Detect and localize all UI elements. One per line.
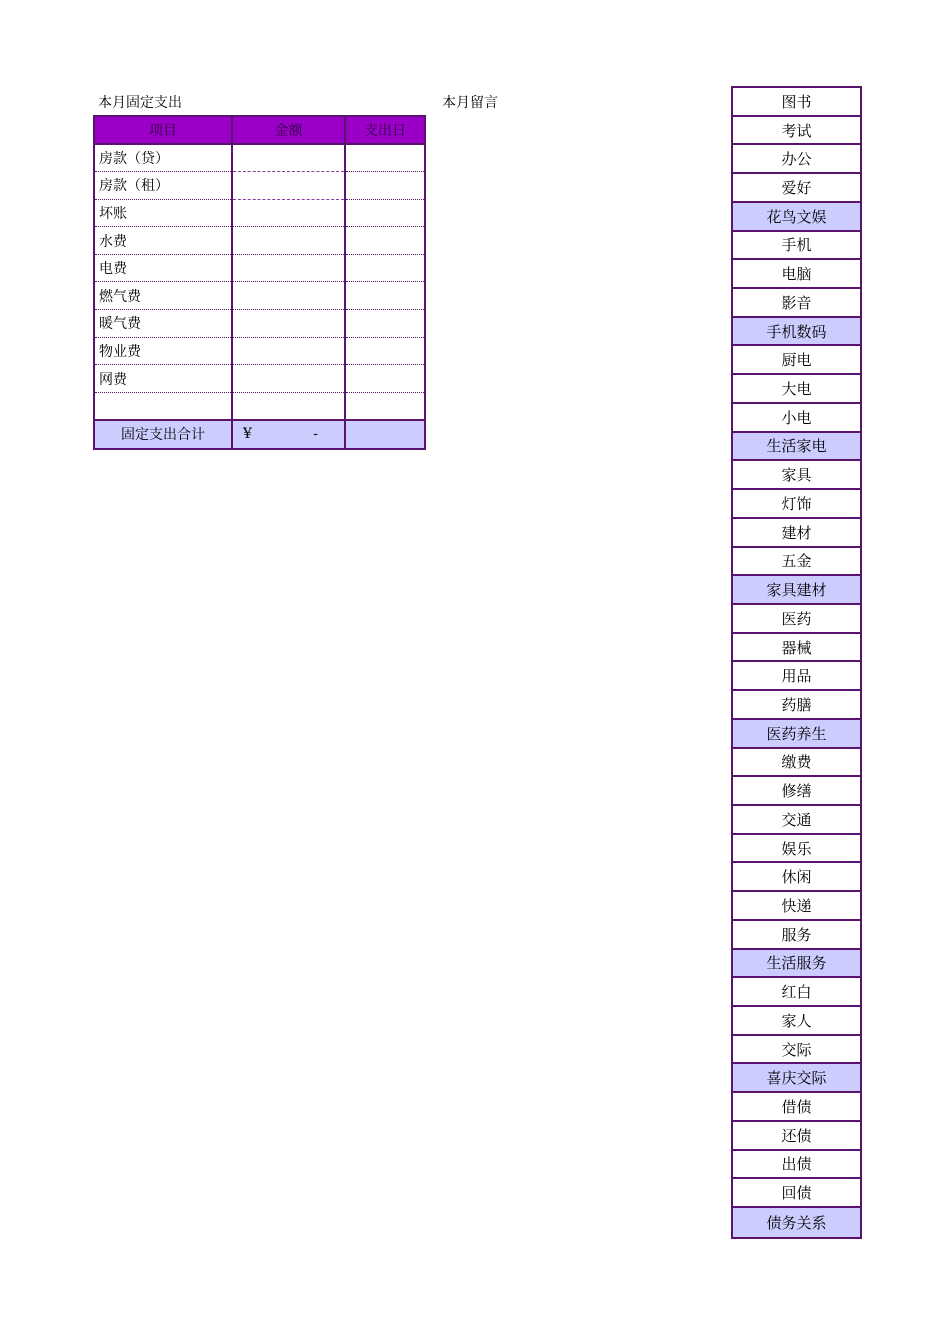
category-item[interactable]: 建材 (733, 519, 860, 548)
expense-item-label: 水费 (94, 227, 232, 255)
header-item: 项目 (94, 116, 232, 144)
category-item[interactable]: 家人 (733, 1007, 860, 1036)
expense-amount-cell[interactable] (232, 144, 345, 172)
table-row (94, 227, 425, 255)
expense-pay-day-cell[interactable] (345, 144, 425, 172)
category-item[interactable]: 服务 (733, 921, 860, 950)
category-item[interactable]: 家具 (733, 461, 860, 490)
category-item[interactable]: 红白 (733, 978, 860, 1007)
table-row (94, 365, 425, 393)
expense-amount-cell[interactable] (232, 199, 345, 227)
category-group[interactable]: 债务关系 (733, 1208, 860, 1237)
expense-item-label: 房款（租） (94, 172, 232, 200)
category-group[interactable]: 医药养生 (733, 720, 860, 749)
category-item[interactable]: 办公 (733, 145, 860, 174)
category-item[interactable]: 休闲 (733, 863, 860, 892)
category-item[interactable]: 交通 (733, 806, 860, 835)
category-item[interactable]: 手机 (733, 232, 860, 261)
fixed-expense-title: 本月固定支出 (98, 95, 182, 111)
category-item[interactable]: 娱乐 (733, 835, 860, 864)
expense-pay-day-cell[interactable] (345, 227, 425, 255)
expense-amount-cell[interactable] (232, 337, 345, 365)
expense-amount-cell[interactable] (232, 282, 345, 310)
category-item[interactable]: 用品 (733, 662, 860, 691)
expense-amount-cell[interactable] (232, 365, 345, 393)
monthly-notes-title: 本月留言 (442, 95, 498, 111)
expense-item-label: 网费 (94, 365, 232, 393)
expense-pay-day-cell[interactable] (345, 365, 425, 393)
header-amount: 金额 (232, 116, 345, 144)
table-row (94, 282, 425, 310)
category-item[interactable]: 灯饰 (733, 490, 860, 519)
header-pay-day: 支出日 (345, 116, 425, 144)
expense-item-label: 坏账 (94, 199, 232, 227)
category-item[interactable]: 快递 (733, 892, 860, 921)
expense-amount-cell[interactable] (232, 172, 345, 200)
table-row (94, 254, 425, 282)
category-item[interactable]: 大电 (733, 375, 860, 404)
category-group[interactable]: 生活家电 (733, 433, 860, 462)
category-item[interactable]: 还债 (733, 1122, 860, 1151)
category-item[interactable]: 小电 (733, 404, 860, 433)
table-row (94, 199, 425, 227)
expense-pay-day-cell[interactable] (345, 199, 425, 227)
expense-pay-day-cell[interactable] (345, 282, 425, 310)
category-list (731, 86, 862, 1239)
table-row (94, 144, 425, 172)
category-item[interactable]: 图书 (733, 88, 860, 117)
expense-item-label: 暖气费 (94, 310, 232, 338)
expense-item-label: 房款（贷） (94, 144, 232, 172)
total-currency: ¥ (243, 426, 252, 443)
category-item[interactable]: 医药 (733, 605, 860, 634)
category-item[interactable]: 药膳 (733, 691, 860, 720)
expense-item-label (94, 392, 232, 420)
total-pay-day-cell[interactable] (345, 420, 425, 449)
category-item[interactable]: 厨电 (733, 346, 860, 375)
category-group[interactable]: 家具建材 (733, 576, 860, 605)
expense-amount-cell[interactable] (232, 254, 345, 282)
expense-pay-day-cell[interactable] (345, 172, 425, 200)
table-row (94, 392, 425, 420)
category-group[interactable]: 生活服务 (733, 950, 860, 979)
total-label: 固定支出合计 (94, 420, 232, 449)
category-item[interactable]: 出债 (733, 1151, 860, 1180)
category-item[interactable]: 考试 (733, 117, 860, 146)
category-item[interactable]: 五金 (733, 548, 860, 577)
fixed-expense-table (93, 115, 426, 450)
total-value: - (313, 426, 318, 443)
category-group[interactable]: 手机数码 (733, 318, 860, 347)
expense-pay-day-cell[interactable] (345, 254, 425, 282)
expense-pay-day-cell[interactable] (345, 392, 425, 420)
category-group[interactable]: 花鸟文娱 (733, 203, 860, 232)
expense-amount-cell[interactable] (232, 310, 345, 338)
table-row (94, 310, 425, 338)
category-group[interactable]: 喜庆交际 (733, 1064, 860, 1093)
table-header-row (94, 116, 425, 144)
category-item[interactable]: 影音 (733, 289, 860, 318)
expense-item-label: 物业费 (94, 337, 232, 365)
expense-item-label: 电费 (94, 254, 232, 282)
table-row (94, 172, 425, 200)
category-item[interactable]: 缴费 (733, 749, 860, 778)
category-item[interactable]: 交际 (733, 1036, 860, 1065)
total-amount-cell[interactable] (232, 420, 345, 449)
category-item[interactable]: 器械 (733, 634, 860, 663)
expense-amount-cell[interactable] (232, 392, 345, 420)
total-row (94, 420, 425, 449)
category-item[interactable]: 借债 (733, 1093, 860, 1122)
expense-amount-cell[interactable] (232, 227, 345, 255)
table-row (94, 337, 425, 365)
category-item[interactable]: 电脑 (733, 260, 860, 289)
category-item[interactable]: 爱好 (733, 174, 860, 203)
fixed-expense-rows (94, 144, 425, 420)
expense-pay-day-cell[interactable] (345, 310, 425, 338)
expense-pay-day-cell[interactable] (345, 337, 425, 365)
expense-item-label: 燃气费 (94, 282, 232, 310)
category-item[interactable]: 修缮 (733, 777, 860, 806)
category-item[interactable]: 回债 (733, 1179, 860, 1208)
